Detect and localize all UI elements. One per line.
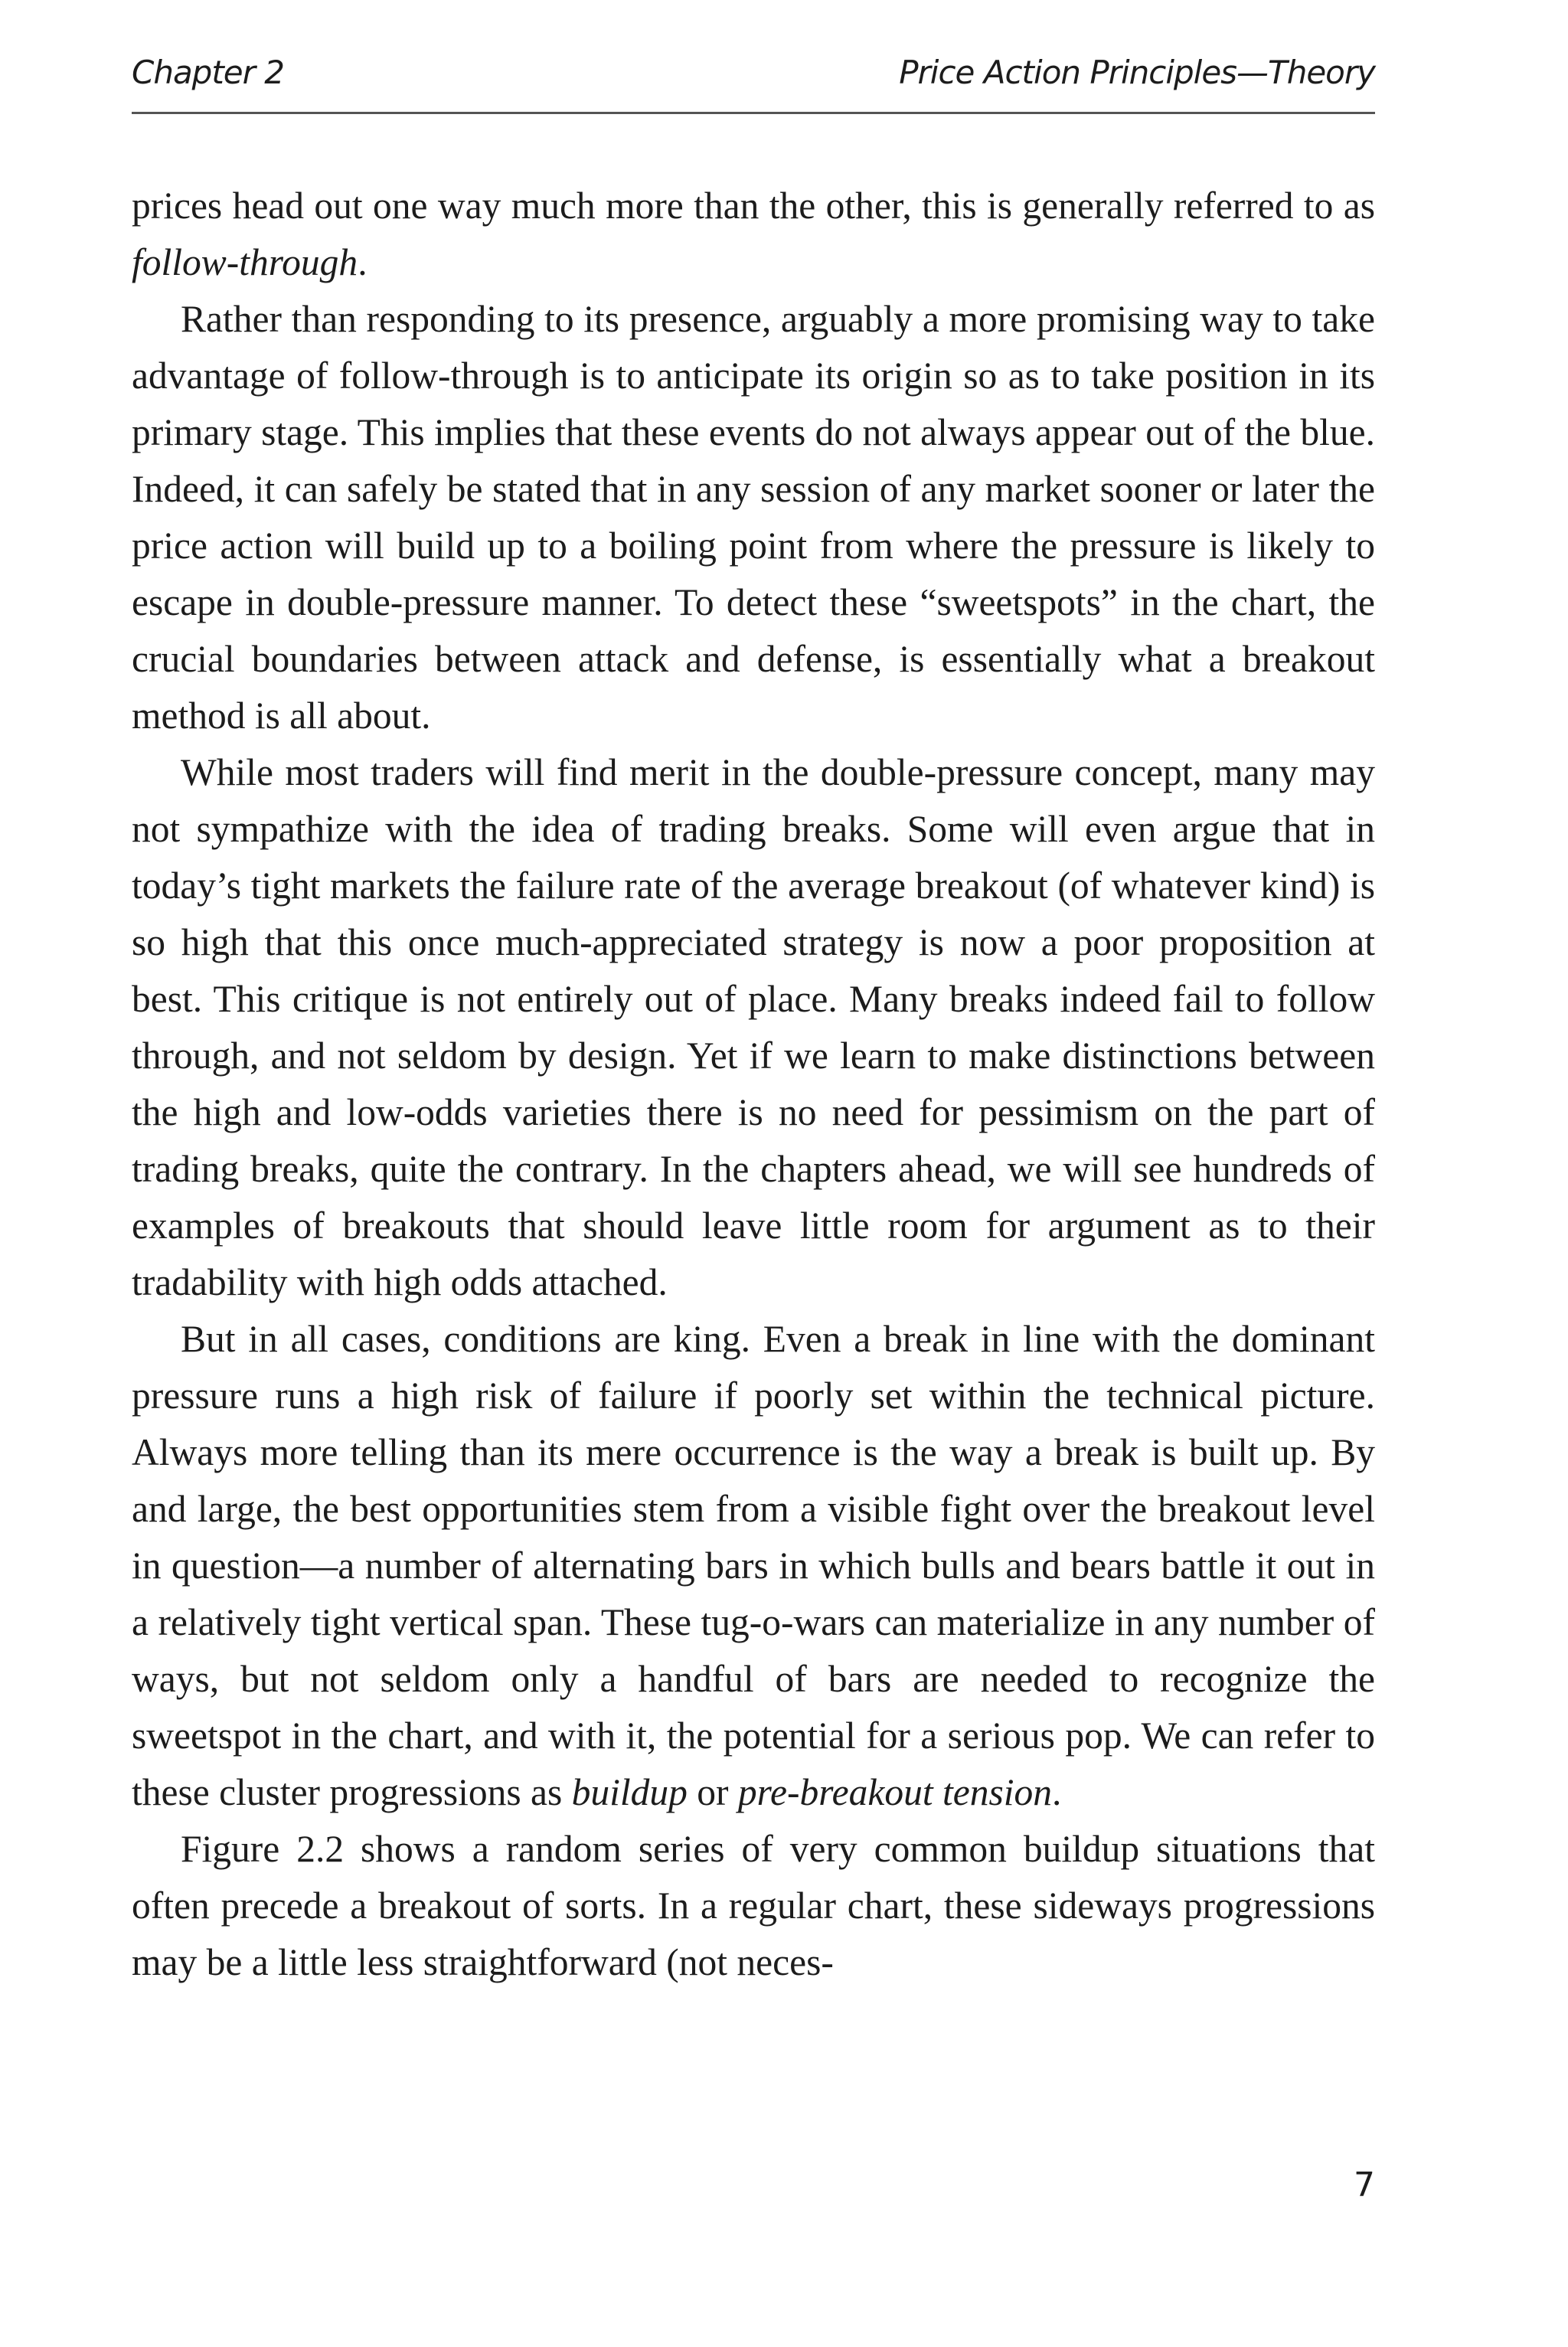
page-number: 7 [1354, 2166, 1375, 2205]
paragraph-2: Rather than responding to its presence, arguably a more promising way to take advantage of follow-through is to anticipate its origin so as to take position in its primary stage. This implies that these events do not always appear out of the blue. Indeed, it can safely be stated that in any session of any market sooner or later the price action will build up to a boiling point from where the pressure is likely to escape in double-pressure manner. To detect these “sweetspots” in the chart, the crucial boundaries between attack and defense, is essentially what a breakout method is all about. [132, 298, 1375, 737]
term-pre-breakout-tension: pre-breakout tension [737, 1771, 1052, 1813]
term-buildup: buildup [571, 1771, 688, 1813]
body-text [132, 178, 1375, 1991]
paragraph-5: Figure 2.2 shows a random series of very common buildup situations that often precede a breakout of sorts. In a regular chart, these sideways progressions may be a little less straightforward (not neces- [132, 1828, 1375, 1983]
running-head [132, 46, 1375, 114]
paragraph-1-end: . [358, 241, 368, 283]
paragraph-4-connector: or [687, 1771, 738, 1813]
paragraph-1-text: prices head out one way much more than the other, this is generally referred to as [132, 185, 1375, 227]
paragraph-1 [132, 178, 1375, 291]
term-follow-through: follow-through [132, 241, 358, 283]
paragraph-3: While most traders will find merit in the double-pressure concept, many may not sympathize with the idea of trading breaks. Some will even argue that in today’s tight markets the failure rate of the average breakout (of whatever kind) is so high that this once much-appreciated strategy is now a poor proposition at best. This critique is not entirely out of place. Many breaks indeed fail to follow through, and not seldom by design. Yet if we learn to make distinctions between the high and low-odds varieties there is no need for pessimism on the part of trading breaks, quite the contrary. In the chapters ahead, we will see hundreds of examples of breakouts that should leave little room for argument as to their tradability with high odds attached. [132, 751, 1375, 1303]
paragraph-4-text: But in all cases, conditions are king. Even a break in line with the dominant pressure runs a high risk of failure if poorly set within the technical picture. Always more telling than its mere occurrence is the way a break is built up. By and large, the best opportunities stem from a visible fight over the breakout level in question—a number of alternating bars in which bulls and bears battle it out in a relatively tight vertical span. These tug-o-wars can materialize in any number of ways, but not seldom only a handful of bars are needed to recognize the sweetspot in the chart, and with it, the potential for a serious pop. We can refer to these cluster progressions as [132, 1318, 1375, 1813]
chapter-label: Chapter 2 [132, 54, 284, 91]
paragraph-4 [132, 1311, 1375, 1821]
section-title: Price Action Principles—Theory [899, 54, 1375, 91]
paragraph-4-end: . [1052, 1771, 1062, 1813]
